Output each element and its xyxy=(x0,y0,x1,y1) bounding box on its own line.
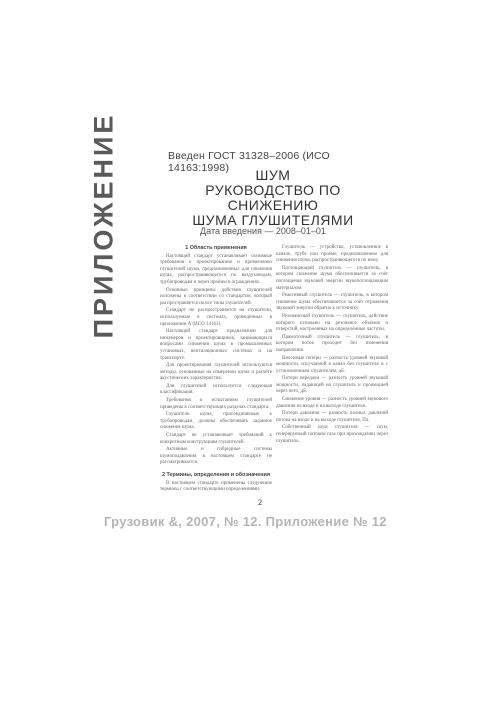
paragraph: Для глушителей используется следующая классификация. xyxy=(160,383,272,396)
paragraph: Стандарт не распространяется на глушители, используемые в системах, приведённых в приложении А (ИСО 14163). xyxy=(160,308,272,327)
right-column xyxy=(276,245,388,446)
definition-paragraph: Прямоточный глушитель — глушитель, в котором поток проходит без изменения направления. xyxy=(276,334,388,353)
definition-paragraph: Вносимые потери — разность уровней звуковой мощности, излучаемой в канал без глушителя и с установленным глушителем, дБ. xyxy=(276,355,388,374)
definition-paragraph: Снижение уровня — разность уровней звукового давления на входе и на выходе глушителя. xyxy=(276,397,388,409)
paragraph: В настоящем стандарте применены следующие термины с соответствующими определениями. xyxy=(160,480,272,493)
paragraph: Настоящий стандарт предназначен для инженеров и проектировщиков, занимающихся вопросами снижения шума в промышленных установках, вентиляционных системах и на транспорте. xyxy=(160,329,272,361)
definition-paragraph: Потери передачи — разность уровней звуковой мощности, падающей на глушитель и прошедшей через него, дБ. xyxy=(276,376,388,395)
standard-reference: Введен ГОСТ 31328–2006 (ИСО 14163:1998) xyxy=(168,150,330,174)
paragraph: Основные принципы действия глушителей изложены в соответствии со стандартом, который распространяется на все типы глушителей. xyxy=(160,287,272,306)
definition-paragraph: Глушитель — устройство, установленное в канале, трубе или проёме, предназначенное для снижения шума, распространяющегося по нему. xyxy=(276,245,388,264)
definition-paragraph: Собственный шум глушителя — шум, генерируемый потоком газа при прохождении через глушитель. xyxy=(276,425,388,444)
document-title xyxy=(168,168,378,228)
title-line: РУКОВОДСТВО ПО СНИЖЕНИЮ xyxy=(205,182,341,213)
side-title xyxy=(82,112,126,338)
paragraph: Настоящий стандарт устанавливает основные требования к проектированию и применению глушителей шума, предназначенных для снижения шума, распространяющегося по воздуховодам, трубопроводам и через проёмы в ограждениях. xyxy=(160,253,272,285)
paragraph: Для проектирования глушителей используются методы, основанные на измерении шума и расчёте акустических характеристик. xyxy=(160,363,272,382)
scope-heading: 1 Область применения xyxy=(185,245,247,251)
definition-paragraph: Потери давления — разность полных давлений потока на входе и на выходе глушителя, Па. xyxy=(276,411,388,423)
page-number: 2 xyxy=(258,498,262,507)
document-title-text xyxy=(168,168,378,228)
introduction-date: Дата введения — 2008–01–01 xyxy=(200,226,326,236)
terms-heading: 2 Термины, определения и обозначения xyxy=(161,472,271,478)
paragraph: Стандарт не устанавливает требований к конкретным конструкциям глушителей. xyxy=(160,433,272,445)
title-line: ШУМА ГЛУШИТЕЛЯМИ xyxy=(192,212,354,228)
title-line: ШУМ xyxy=(255,167,291,183)
paragraph: Глушители шума, присоединяемые к трубопроводам, должны обеспечивать заданное снижение шума. xyxy=(160,412,272,431)
paragraph: Требования к испытаниям глушителей приведены в соответствующих разделах стандарта. xyxy=(160,398,272,410)
definition-paragraph: Поглощающий глушитель — глушитель, в котором снижение шума обеспечивается за счёт поглощения звуковой энергии звукопоглощающим материалом. xyxy=(276,265,388,291)
left-column xyxy=(160,245,272,495)
footer-text: Грузовик &, 2007, № 12. Приложение № 12 xyxy=(104,514,387,529)
side-title-text: ПРИЛОЖЕНИЕ xyxy=(88,112,119,338)
paragraph: Активные и гибридные системы шумоподавления в настоящем стандарте не рассматриваются. xyxy=(160,447,272,466)
definition-paragraph: Резонансный глушитель — глушитель, действие которого основано на резонансе объёмов и отверстий, настроенных на определённые частоты. xyxy=(276,313,388,333)
definition-paragraph: Реактивный глушитель — глушитель, в котором снижение шума обеспечивается за счёт отражения звуковой энергии обратно к источнику. xyxy=(276,293,388,312)
